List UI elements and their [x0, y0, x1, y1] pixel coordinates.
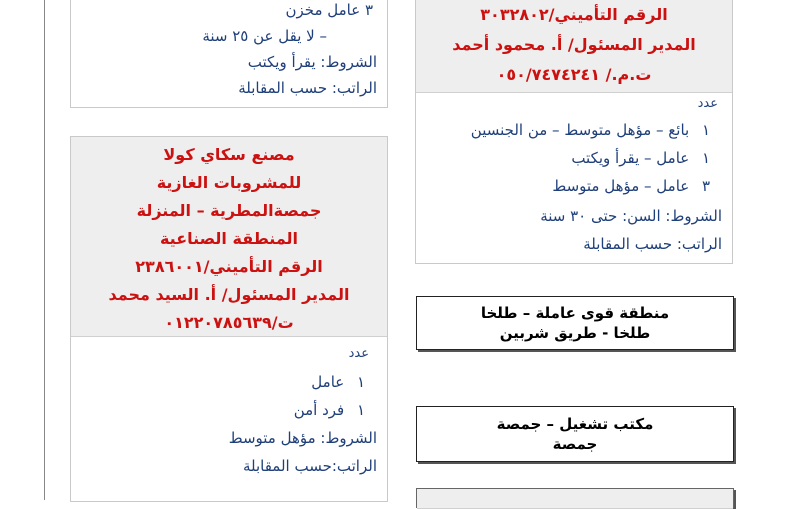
conditions-text: الشروط: يقرأ ويكتب [247, 53, 377, 71]
office-address: جمصة [552, 435, 598, 453]
salary-text: الراتب:حسب المقابلة [242, 457, 377, 475]
salary-text: الراتب: حسب المقابلة [583, 235, 722, 253]
age-requirement: – لا يقل عن ٢٥ سنة [202, 27, 327, 45]
card-header [417, 489, 733, 509]
office-address: طلخا - طريق شربين [499, 324, 651, 342]
phone-number: ت/٠١٢٢٠٧٨٥٦٣٩ [164, 313, 294, 332]
job-count: ١ [701, 149, 711, 167]
company-zone: المنطقة الصناعية [159, 229, 299, 248]
office-title: مكتب تشغيل – جمصة [496, 415, 654, 433]
company-subtitle: للمشروبات الغازية [156, 173, 302, 192]
job-card-top-right [415, 0, 733, 264]
job-item [294, 401, 373, 419]
job-count: ١ [356, 373, 366, 391]
insurance-number: الرقم التأميني/٢٣٨٦٠٠١ [135, 257, 323, 276]
count-label: عدد [697, 96, 718, 111]
job-count: ١ [356, 401, 366, 419]
job-title: بائع – مؤهل متوسط – من الجنسين [470, 121, 690, 139]
job-item [571, 149, 718, 167]
job-count: ٣ [701, 177, 711, 195]
company-name: مصنع سكاي كولا [163, 145, 295, 164]
office-box-talkha [416, 296, 734, 350]
manager-name: المدير المسئول/ أ. محمود أحمد [452, 35, 696, 54]
job-item [552, 177, 718, 195]
salary-text: الراتب: حسب المقابلة [238, 79, 377, 97]
job-card-top-left [70, 0, 388, 108]
company-address: جمصةالمطرية – المنزلة [136, 201, 322, 220]
job-count: ١ [701, 121, 711, 139]
manager-name: المدير المسئول/ أ. السيد محمد [108, 285, 350, 304]
office-title: منطقة قوى عاملة – طلخا [480, 304, 670, 322]
job-item [471, 121, 718, 139]
job-card-skycola [70, 136, 388, 502]
job-title: عامل – يقرأ ويكتب [571, 149, 690, 167]
conditions-text: الشروط: السن: حتى ٣٠ سنة [540, 207, 722, 225]
insurance-number: الرقم التأميني/٣٠٣٢٨٠٢ [480, 5, 668, 24]
card-header [416, 0, 732, 93]
job-title: فرد أمن [293, 401, 345, 419]
conditions-text: الشروط: مؤهل متوسط [228, 429, 377, 447]
job-title: عامل – مؤهل متوسط [552, 177, 690, 195]
job-line: ٣ عامل مخزن [285, 1, 373, 19]
job-card-next-partial [416, 488, 734, 508]
job-item [311, 373, 373, 391]
count-label: عدد [348, 346, 369, 361]
job-title: عامل [311, 373, 345, 391]
phone-number: ت.م./ ٠٥٠/٧٤٧٤٢٤١ [496, 65, 652, 84]
page-margin-rule [44, 0, 45, 500]
office-box-gamasa [416, 406, 734, 462]
card-header [71, 137, 387, 337]
